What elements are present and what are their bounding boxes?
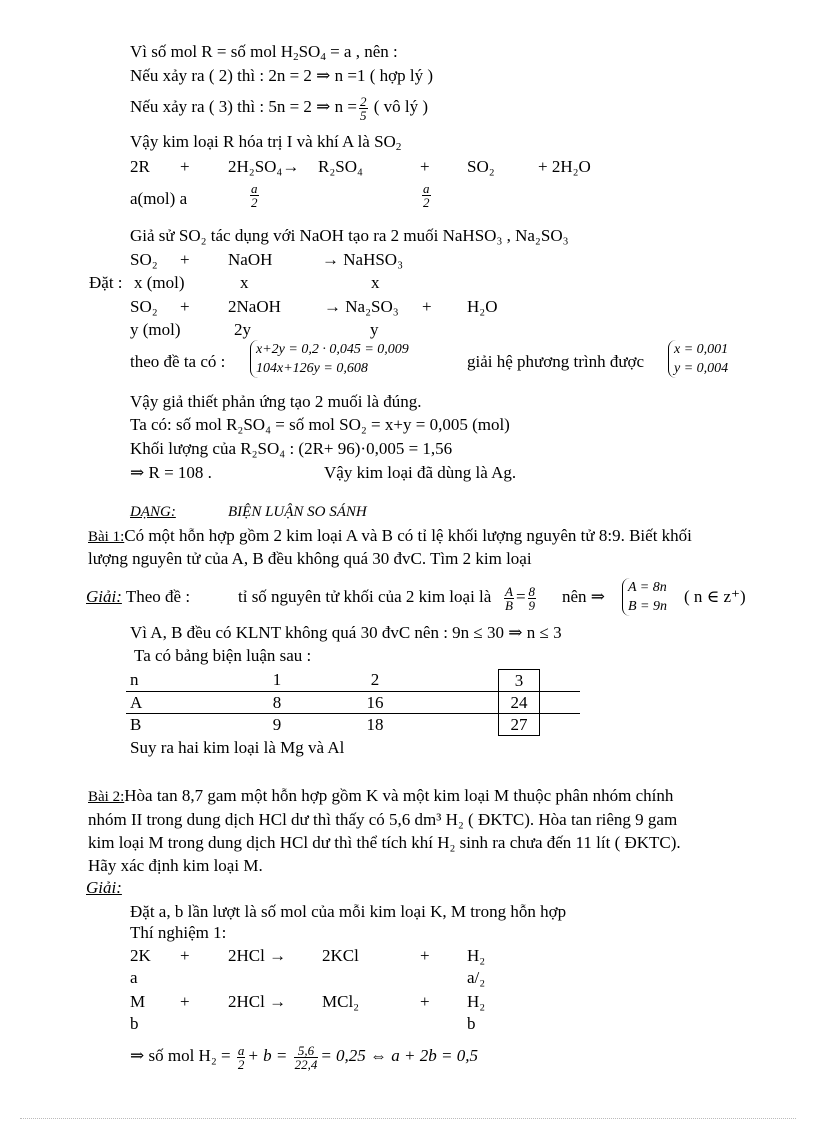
bai2-line-4: Hãy xác định kim loại M.	[88, 856, 263, 875]
line-conclusion-ag: Vậy kim loại đã dùng là Ag.	[324, 463, 517, 482]
line-case-3: Nếu xảy ra ( 3) thì : 5n = 2 ⇒ n = $\frac{2}{5}$ ( vô lý )	[130, 93, 429, 123]
bai2-line-1: Bài 2:Hòa tan 8,7 gam một hỗn hợp gồm K và một kim loại M thuộc phân nhóm chính	[88, 786, 674, 805]
heading-dang-title: BIỆN LUẬN SO SÁNH	[228, 504, 367, 520]
eq3-term: → Na₂SO₃	[324, 297, 399, 316]
line-case-2: Nếu xảy ra ( 2) thì : 2n = 2 ⇒ n =1 ( hợp lý )	[130, 66, 434, 85]
r2-term: H₂	[467, 992, 486, 1011]
eq3-term: +	[422, 297, 432, 316]
r2-mol: b	[130, 1014, 139, 1033]
label-dat: Đặt :	[89, 273, 123, 292]
eq2-term: → NaHSO₃	[322, 250, 404, 269]
eq1-term: 2R	[130, 157, 150, 176]
eq1-term: +	[420, 157, 430, 176]
eq2-term: NaOH	[228, 250, 273, 269]
eq2-mol: x (mol)	[134, 273, 185, 292]
r2-term: +	[180, 992, 190, 1011]
eq1-term: +	[180, 157, 190, 176]
fraction-2-5: $\frac{2}{5}$	[360, 93, 367, 123]
line-so-mol-r: Vì số mol R = số mol $H_2SO_4 = a$ , nên :	[130, 42, 398, 63]
eq2-mol: x	[371, 273, 380, 292]
label-nen: nên ⇒	[562, 587, 606, 606]
eq2-term: SO₂	[130, 250, 158, 269]
fraction-a-2: $\frac{a}{2}$	[237, 1042, 245, 1072]
giai2-label: Giải:	[86, 878, 122, 897]
system-equations-1: x+2y = 0,2 · 0,045 = 0,009 104x+126y = 0,608	[250, 340, 409, 378]
line-khoi-luong: Khối lượng của R₂SO₄ : (2R+ 96)·0,005 = 1,56	[130, 439, 453, 458]
table-row: n 1 2 3	[126, 670, 580, 692]
fraction-a-2: $\frac{a}{2}$	[423, 181, 430, 210]
eq2-mol: x	[240, 273, 249, 292]
line-r-108: ⇒ R = 108 .	[130, 463, 212, 482]
r1-term: +	[420, 946, 430, 965]
r2-mol: b	[467, 1014, 476, 1033]
line-conclusion-r: Vậy kim loại R hóa trị I và khí A là $SO_2$	[130, 132, 402, 153]
bai1-line-1: Bài 1:Có một hỗn hợp gồm 2 kim loại A và B có tỉ lệ khối lượng nguyên tử 8:9. Biết khối	[88, 526, 692, 545]
bien-luan-table	[126, 669, 580, 736]
r2-term: MCl₂	[322, 992, 360, 1011]
r2-term: 2HCl →	[228, 992, 287, 1011]
r1-term: 2HCl →	[228, 946, 287, 965]
line-bang: Ta có bảng biện luận sau :	[134, 646, 312, 665]
eq3-mol: y (mol)	[130, 320, 181, 339]
ratio-fractions: $\frac{A}{B}$ = $\frac{8}{9}$	[505, 583, 536, 613]
page-bottom-divider	[20, 1118, 796, 1119]
line-suy-ra: Suy ra hai kim loại là Mg và Al	[130, 738, 345, 757]
table-row: A 8 16 24	[126, 692, 580, 714]
system-solution: x = 0,001 y = 0,004	[668, 340, 728, 378]
eq1-term: R₂SO₄	[318, 157, 363, 176]
giai1-line: Giải: Theo đề :	[86, 587, 191, 606]
eq3-mol: 2y	[234, 320, 251, 339]
r1-term: H₂	[467, 946, 486, 965]
mol-row-1: a(mol) a	[130, 189, 188, 208]
system-ab: A = 8n B = 9n	[622, 578, 667, 616]
r1-mol: a	[130, 968, 138, 987]
eq2-term: +	[180, 250, 190, 269]
table-row: B 9 18 27	[126, 714, 580, 736]
line-dat-ab: Đặt a, b lần lượt là số mol của mỗi kim loại K, M trong hỗn hợp	[130, 902, 567, 921]
r2-term: M	[130, 992, 146, 1011]
bai1-line-2: lượng nguyên tử của A, B đều không quá 30 đvC. Tìm 2 kim loại	[88, 549, 532, 568]
bai2-line-2: nhóm II trong dung dịch HCl dư thì thấy có 5,6 dm³ H₂ ( ĐKTC). Hòa tan riêng 9 gam	[88, 810, 678, 829]
eq3-term: H₂O	[467, 297, 498, 316]
r2-term: +	[420, 992, 430, 1011]
line-gia-thiet: Vậy giả thiết phản ứng tạo 2 muối là đúng.	[130, 392, 422, 411]
eq1-term: 2H₂SO₄→	[228, 157, 300, 176]
fraction-56-224: $\frac{5,6}{22,4}$	[294, 1042, 318, 1072]
eq3-term: +	[180, 297, 190, 316]
eq1-term: SO₂	[467, 157, 495, 176]
heading-dang: DẠNG:	[130, 504, 176, 520]
eq3-mol: y	[370, 320, 379, 339]
r1-term: 2KCl	[322, 946, 359, 965]
eq1-term: + 2H₂O	[538, 157, 591, 176]
giai1-ratio-text: tỉ số nguyên tử khối của 2 kim loại là	[238, 587, 492, 606]
line-gia-su: Giả sử SO₂ tác dụng với NaOH tạo ra 2 muối NaHSO₃ , Na₂SO₃	[130, 226, 569, 245]
eq3-term: SO₂	[130, 297, 158, 316]
bai2-line-3: kim loại M trong dung dịch HCl dư thì thể tích khí H₂ sinh ra chưa đến 11 lít ( ĐKTC).	[88, 833, 681, 852]
label-giai-he: giải hệ phương trình được	[467, 352, 645, 371]
n-domain: ( n ∈ z⁺)	[684, 587, 746, 606]
r1-term: 2K	[130, 946, 151, 965]
eq3-term: 2NaOH	[228, 297, 281, 316]
line-so-mol-h2: ⇒ số mol H₂ = $\frac{a}{2}$ + b = $\frac{5,6}{22,4}$ = 0,25 ⇔ a + 2b = 0,5	[130, 1042, 478, 1072]
line-ta-co: Ta có: số mol R₂SO₄ = số mol SO₂ = x+y = 0,005 (mol)	[130, 415, 510, 434]
label-theo-de: theo đề ta có :	[130, 352, 226, 371]
r1-term: +	[180, 946, 190, 965]
r1-mol: a/₂	[467, 968, 486, 987]
line-thi-nghiem: Thí nghiệm 1:	[130, 923, 227, 942]
fraction-a-2: $\frac{a}{2}$	[251, 181, 258, 210]
line-vi-ab: Vì A, B đều có KLNT không quá 30 đvC nên : 9n ≤ 30 ⇒ n ≤ 3	[130, 623, 562, 642]
